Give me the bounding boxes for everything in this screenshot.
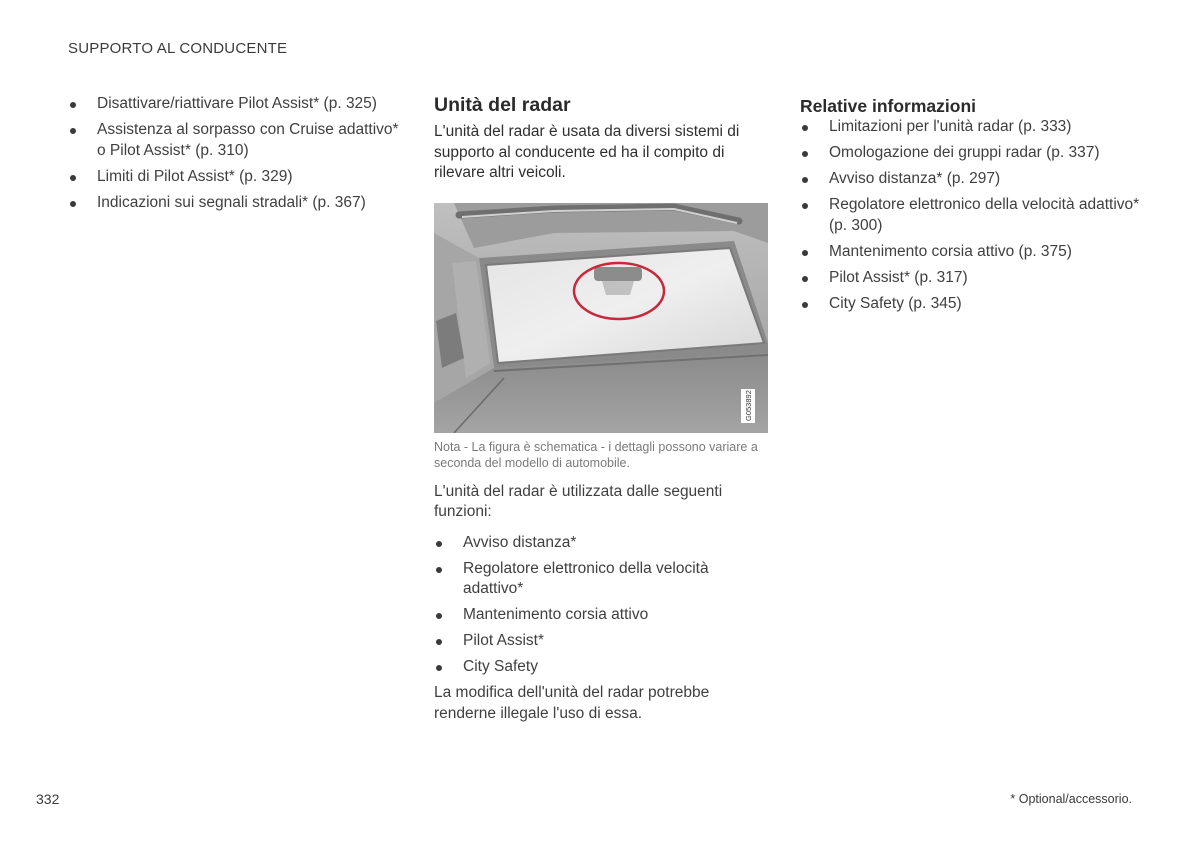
footnote: * Optional/accessorio. xyxy=(1010,792,1132,806)
figure-caption: Nota - La figura è schematica - i dettagli possono variare a seconda del modello di automobile. xyxy=(434,439,758,470)
list-item: Avviso distanza* xyxy=(434,533,768,554)
related-link[interactable]: City Safety (p. 345) xyxy=(800,294,1140,315)
related-link[interactable]: Pilot Assist* (p. 317) xyxy=(800,268,1140,289)
section-title: Unità del radar xyxy=(434,94,571,116)
related-link-list xyxy=(800,117,1140,314)
running-header: SUPPORTO AL CONDUCENTE xyxy=(68,40,288,57)
functions-list xyxy=(434,533,768,678)
list-item[interactable]: Assistenza al sorpasso con Cruise adattivo* o Pilot Assist* (p. 310) xyxy=(68,120,408,161)
related-link[interactable]: Regolatore elettronico della velocità adattivo* (p. 300) xyxy=(800,195,1140,236)
list-item[interactable]: Limiti di Pilot Assist* (p. 329) xyxy=(68,167,408,188)
related-link[interactable]: Limitazioni per l'unità radar (p. 333) xyxy=(800,117,1140,138)
related-link[interactable]: Omologazione dei gruppi radar (p. 337) xyxy=(800,143,1140,164)
warning-paragraph: La modifica dell'unità del radar potrebbe renderne illegale l'uso di essa. xyxy=(434,684,710,722)
windshield-drawing xyxy=(434,203,768,433)
list-item: City Safety xyxy=(434,657,768,678)
related-link[interactable]: Avviso distanza* (p. 297) xyxy=(800,169,1140,190)
related-title: Relative informazioni xyxy=(800,96,977,116)
list-item: Pilot Assist* xyxy=(434,631,768,652)
list-item: Regolatore elettronico della velocità adattivo* xyxy=(434,559,768,600)
intro-paragraph: L'unità del radar è usata da diversi sistemi di supporto al conducente ed ha il compito di rilevare altri veicoli. xyxy=(434,123,740,181)
radar-unit-illustration xyxy=(434,203,768,433)
related-column xyxy=(800,94,1140,320)
list-item: Mantenimento corsia attivo xyxy=(434,605,768,626)
figure-code: G053892 xyxy=(744,389,753,421)
related-link[interactable]: Mantenimento corsia attivo (p. 375) xyxy=(800,242,1140,263)
list-item[interactable]: Indicazioni sui segnali stradali* (p. 367) xyxy=(68,193,408,214)
page-number: 332 xyxy=(36,791,60,807)
functions-intro: L'unità del radar è utilizzata dalle seguenti funzioni: xyxy=(434,482,723,520)
list-item[interactable]: Disattivare/riattivare Pilot Assist* (p. 325) xyxy=(68,94,408,115)
main-column xyxy=(434,94,768,724)
left-column xyxy=(68,94,408,219)
left-link-list xyxy=(68,94,408,213)
